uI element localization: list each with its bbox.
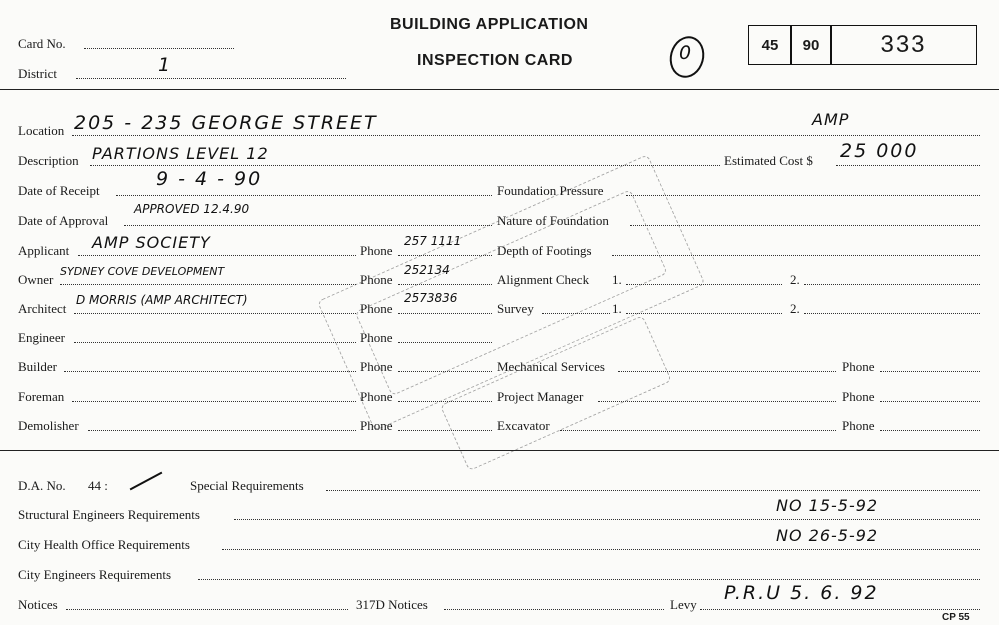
estimated-cost-label: Estimated Cost $	[724, 153, 813, 168]
foundation-pressure-label: Foundation Pressure	[497, 183, 604, 198]
card-title-line1: BUILDING APPLICATION	[390, 16, 589, 33]
owner-line	[60, 284, 356, 285]
middle-rule	[0, 450, 999, 451]
alignment-mark-1: 1.	[612, 272, 622, 287]
depth-footings-label: Depth of Footings	[497, 243, 592, 258]
foreman-line	[72, 401, 356, 402]
depth-footings-line	[612, 255, 980, 256]
architect-line	[74, 313, 356, 314]
structural-value: NO 15-5-92	[776, 496, 879, 515]
district-value: 1	[158, 54, 173, 76]
architect-phone-line	[398, 313, 492, 314]
notices-label: Notices	[18, 597, 58, 612]
estimated-cost-value: 25 000	[840, 140, 919, 162]
architect-phone-label: Phone	[360, 301, 393, 316]
survey-line-1	[626, 313, 782, 314]
notices-317d-line	[444, 609, 664, 610]
nature-foundation-line	[630, 225, 980, 226]
owner-label: Owner	[18, 272, 54, 287]
demolisher-phone-line	[398, 430, 492, 431]
alignment-line-1	[626, 284, 782, 285]
da-number: 44 :	[88, 478, 108, 493]
project-manager-phone-line	[880, 401, 980, 402]
demolisher-line	[88, 430, 356, 431]
card-no-line	[84, 48, 234, 49]
demolisher-phone-label: Phone	[360, 418, 393, 433]
card-box-2: 90	[790, 25, 832, 65]
mechanical-phone-line	[880, 371, 980, 372]
engineer-phone-line	[398, 342, 492, 343]
card-box-3: 333	[830, 25, 977, 65]
mechanical-line	[618, 371, 836, 372]
health-line	[222, 549, 980, 550]
applicant-phone-label: Phone	[360, 243, 393, 258]
city-engineers-line	[198, 579, 980, 580]
estimated-cost-line	[836, 165, 980, 166]
notices-317d-label: 317D Notices	[356, 597, 428, 612]
approval-line	[124, 225, 492, 226]
description-value: PARTIONS LEVEL 12	[92, 144, 269, 163]
builder-phone-line	[398, 371, 492, 372]
builder-phone-label: Phone	[360, 359, 393, 374]
demolisher-label: Demolisher	[18, 418, 79, 433]
owner-phone-value: 252134	[404, 263, 450, 277]
card-box-1: 45	[748, 25, 792, 65]
structural-line	[234, 519, 980, 520]
alignment-line-2	[804, 284, 980, 285]
city-engineers-label: City Engineers Requirements	[18, 567, 172, 582]
survey-mark-2: 2.	[790, 301, 800, 316]
circled-number: 0	[679, 42, 694, 64]
health-value: NO 26-5-92	[776, 526, 879, 545]
form-code: CP 55	[942, 612, 970, 623]
applicant-value: AMP SOCIETY	[92, 233, 211, 252]
receipt-label: Date of Receipt	[18, 183, 100, 198]
survey-label: Survey	[497, 301, 534, 316]
description-line	[90, 165, 720, 166]
location-line	[72, 135, 980, 136]
alignment-label: Alignment Check	[497, 272, 590, 287]
engineer-line	[74, 342, 356, 343]
project-manager-line	[598, 401, 836, 402]
structural-label: Structural Engineers Requirements	[18, 507, 200, 522]
receipt-value: 9 - 4 - 90	[156, 168, 263, 190]
mechanical-label: Mechanical Services	[497, 359, 605, 374]
mechanical-phone-label: Phone	[842, 359, 875, 374]
owner-phone-line	[398, 284, 492, 285]
builder-line	[64, 371, 356, 372]
da-label: D.A. No.	[18, 478, 66, 493]
survey-line-2	[804, 313, 980, 314]
special-requirements-line	[326, 490, 980, 491]
health-label: City Health Office Requirements	[18, 537, 190, 552]
applicant-label: Applicant	[18, 243, 70, 258]
receipt-line	[116, 195, 492, 196]
engineer-label: Engineer	[18, 330, 65, 345]
excavator-label: Excavator	[497, 418, 550, 433]
alignment-mark-2: 2.	[790, 272, 800, 287]
foreman-label: Foreman	[18, 389, 65, 404]
special-requirements-label: Special Requirements	[190, 478, 304, 493]
foundation-pressure-line	[626, 195, 980, 196]
levy-line	[700, 609, 980, 610]
excavator-phone-label: Phone	[842, 418, 875, 433]
foreman-phone-line	[398, 401, 492, 402]
builder-label: Builder	[18, 359, 57, 374]
architect-phone-value: 2573836	[404, 291, 458, 305]
owner-value: SYDNEY COVE DEVELOPMENT	[60, 265, 225, 278]
header-rule	[0, 89, 999, 90]
notices-line	[66, 609, 348, 610]
card-title-line2: INSPECTION CARD	[417, 52, 573, 69]
approval-label: Date of Approval	[18, 213, 109, 228]
applicant-line	[78, 255, 356, 256]
description-label: Description	[18, 153, 79, 168]
district-line	[76, 78, 346, 79]
survey-lead-line	[542, 313, 610, 314]
approval-value: APPROVED 12.4.90	[134, 202, 250, 216]
card-no-label: Card No.	[18, 36, 66, 51]
applicant-phone-line	[398, 255, 492, 256]
architect-value: D MORRIS (AMP ARCHITECT)	[76, 293, 248, 307]
foreman-phone-label: Phone	[360, 389, 393, 404]
nature-foundation-label: Nature of Foundation	[497, 213, 609, 228]
excavator-line	[560, 430, 836, 431]
district-label: District	[18, 66, 57, 81]
owner-phone-label: Phone	[360, 272, 393, 287]
excavator-phone-line	[880, 430, 980, 431]
engineer-phone-label: Phone	[360, 330, 393, 345]
project-manager-label: Project Manager	[497, 389, 584, 404]
da-slash-mark	[130, 472, 163, 491]
project-manager-phone-label: Phone	[842, 389, 875, 404]
architect-label: Architect	[18, 301, 67, 316]
location-value: 205 - 235 GEORGE STREET	[74, 112, 378, 134]
survey-mark-1: 1.	[612, 301, 622, 316]
location-note: AMP	[812, 110, 850, 129]
location-label: Location	[18, 123, 65, 138]
levy-label: Levy	[670, 597, 697, 612]
applicant-phone-value: 257 1111	[404, 234, 462, 248]
levy-value: P.R.U 5. 6. 92	[724, 582, 879, 604]
